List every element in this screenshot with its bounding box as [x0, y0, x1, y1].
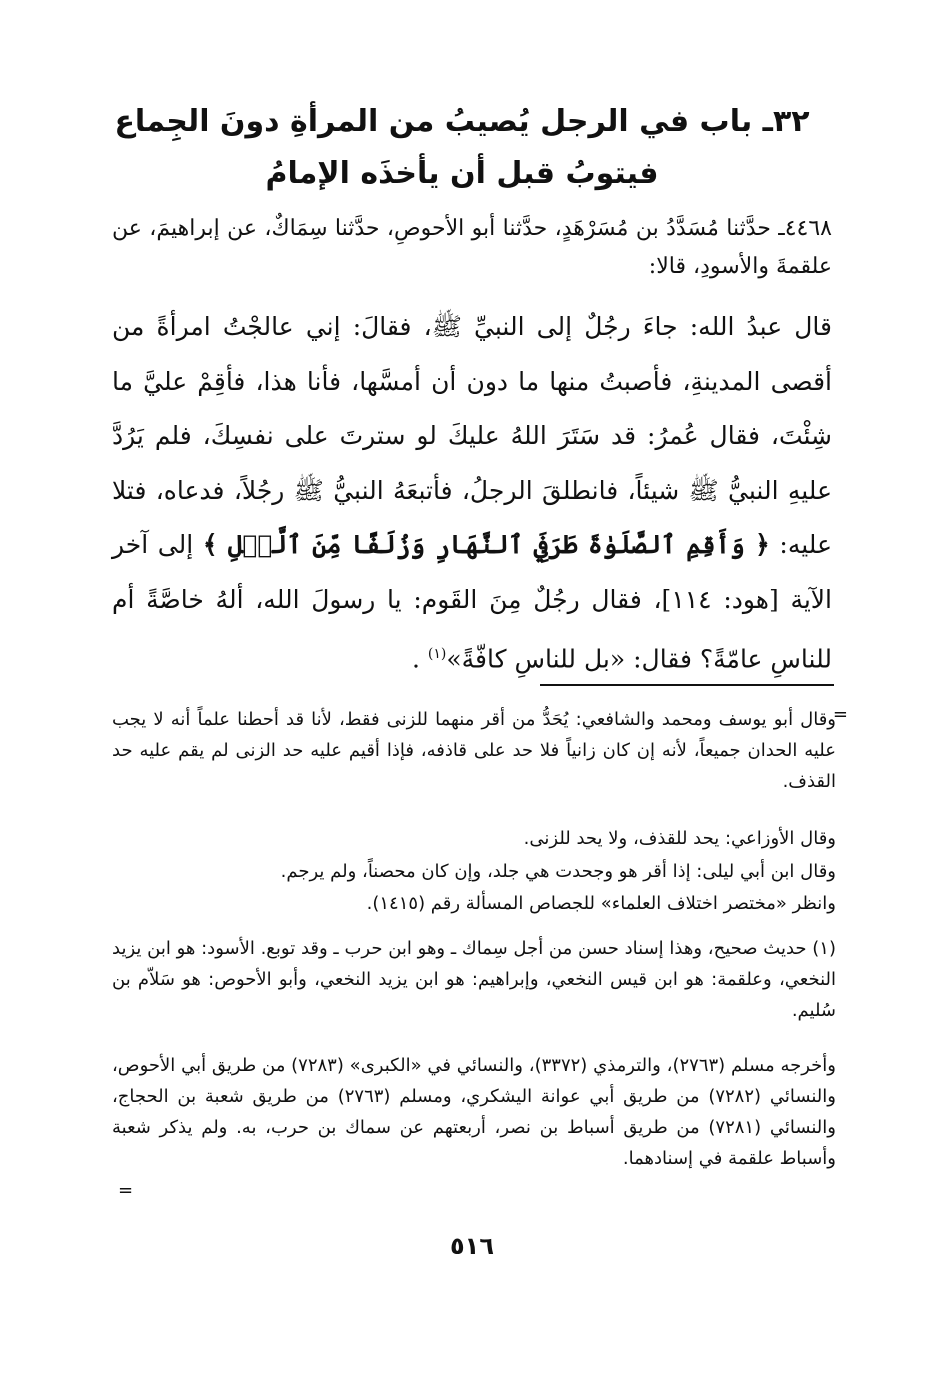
footnote-paragraph-4: وانظر «مختصر اختلاف العلماء» للجصاص المسألة رقم (١٤١٥). — [366, 893, 836, 914]
chapter-title-line-2: فيتوبُ قبل أن يأخذَه الإمامُ — [265, 156, 659, 191]
matn-text-after-quran: إلى آخر الآية [هود: ١١٤]، فقال رجُلٌ مِنَ القَوم: يا رسولَ الله، ألهُ خاصَّةً أم للناسِ عامّةً؟ فقال: «بل للناسِ كافّةً» — [112, 530, 833, 674]
continuation-mark-end: = — [118, 1180, 134, 1201]
footnote-paragraph-1: وقال أبو يوسف ومحمد والشافعي: يُحَدُّ من أقر منهما للزنى فقط، لأنا قد أحطنا علماً أنه لا يجب عليه الحدان جميعاً، لأنه إن كان زانياً فلا حد على قاذفه، فإذا أقيم عليه حد الزنى لم يقم عليه حد القذف. — [112, 709, 836, 792]
quran-verse: ﴿ وَأَقِمِ ٱلصَّلَوٰةَ طَرَفَيِ ٱلنَّهَارِ وَزُلَفًا مِّنَ ٱلَّيۡلِ ﴾ — [202, 530, 770, 559]
matn-end-period: . — [411, 644, 420, 674]
footnote-paragraph-5: (١) حديث صحيح، وهذا إسناد حسن من أجل سِماك ـ وهو ابن حرب ـ وقد توبع. الأسود: هو ابن يزيد النخعي، وعلقمة: هو ابن قيس النخعي، وإبراهيم: هو ابن يزيد النخعي، وأبو الأحوص: هو سَلاّم بن سُليم. — [112, 938, 836, 1021]
hadith-isnad: ٤٤٦٨ـ حدَّثنا مُسَدَّدُ بن مُسَرْهَدٍ، حدَّثنا أبو الأحوصِ، حدَّثنا سِمَاكٌ، عن إبراهيمَ، عن علقمةَ والأسودِ، قالا: — [112, 216, 832, 279]
footnote-paragraph-2: وقال الأوزاعي: يحد للقذف، ولا يحد للزنى. — [523, 828, 836, 849]
chapter-title-line-1: ٣٢ـ باب في الرجل يُصيبُ من المرأةِ دونَ الجِماع — [114, 104, 810, 139]
footnote-paragraph-6: وأخرجه مسلم (٢٧٦٣)، والترمذي (٣٣٧٢)، والنسائي في «الكبرى» (٧٢٨٣) من طريق أبي الأحوص، والنسائي (٧٢٨٢) من طريق أبي عوانة اليشكري، ومسلم (٢٧٦٣) من طريق شعبة بن الحجاج، والنسائي (٧٢٨١) من طريق أسباط بن نصر، أربعتهم عن سماك بن حرب، به. ولم يذكر شعبة وأسباط علقمة في إسنادهما. — [112, 1055, 836, 1169]
hadith-matn — [112, 300, 832, 687]
page-number: ٥١٦ — [450, 1232, 494, 1260]
matn-text-before-quran: قال عبدُ الله: جاءَ رجُلٌ إلى النبيِّ ﷺ، فقالَ: إني عالجْتُ امرأةً من أقصى المدينةِ، فأصبتُ منها ما دون أن أمسَّها، فأنا هذا، فأقِمْ عليَّ ما شِئْتَ، فقال عُمرُ: قد سَتَرَ اللهُ عليكَ لو سترتَ على نفسِكَ، فلم يَرُدَّ عليهِ النبيُّ ﷺ شيئاً، فانطلقَ الرجلُ، فأتبعَهُ النبيُّ ﷺ رجُلاً، فدعاه، فتلا عليه: — [112, 312, 832, 559]
footnote-reference: (١) — [427, 646, 447, 662]
footnote-separator-rule — [540, 684, 834, 686]
footnote-paragraph-3: وقال ابن أبي ليلى: إذا أقر هو وجحدت هي جلد، وإن كان محصناً، ولم يرجم. — [280, 861, 836, 882]
continuation-mark-start: = — [832, 704, 848, 725]
